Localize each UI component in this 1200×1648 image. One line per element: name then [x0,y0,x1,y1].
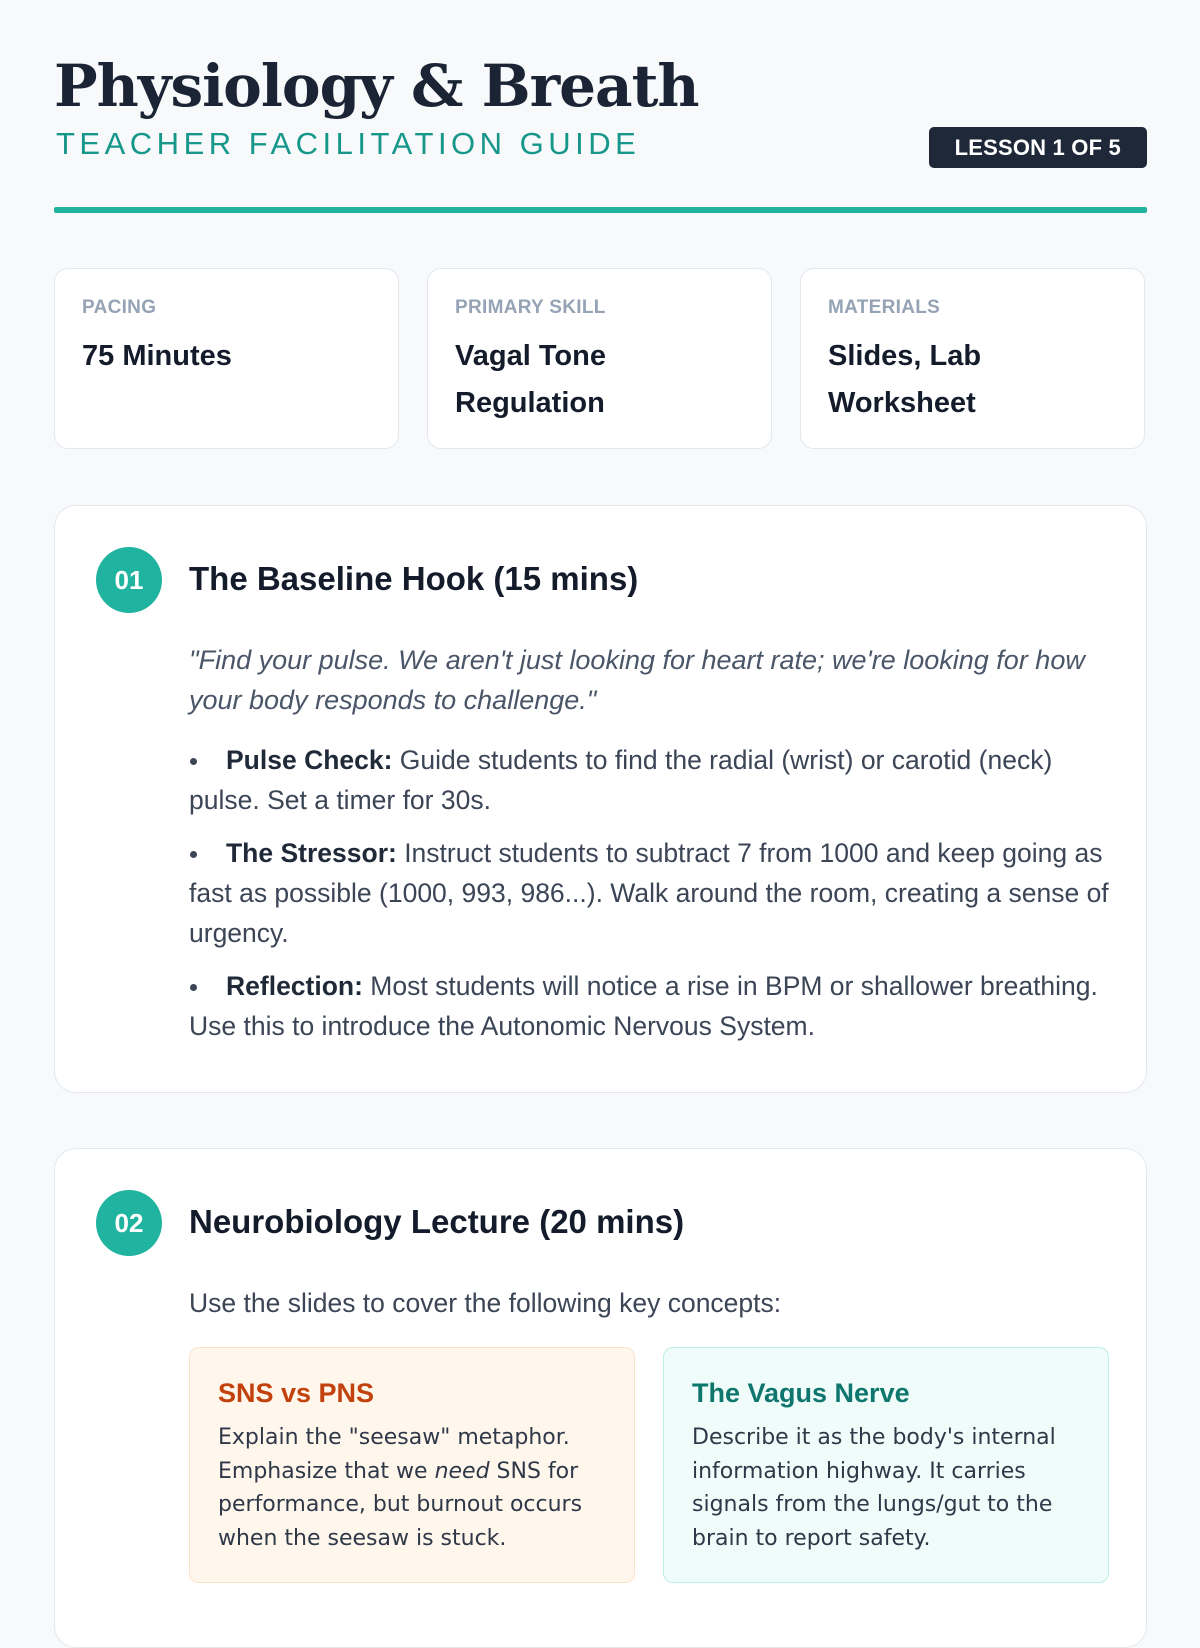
list-item [189,740,1109,820]
section-number-badge: 02 [96,1190,162,1256]
info-label: PRIMARY SKILL [455,297,606,318]
section-body [189,1283,1109,1583]
info-card-primary-skill [427,268,772,449]
concept-text: Describe it as the body's internal information highway. It carries signals from the lungs/gut to the brain to report safety. [692,1425,1056,1551]
concept-emphasis: need [434,1458,490,1484]
info-card-pacing [54,268,399,449]
section-title: The Baseline Hook (15 mins) [189,560,639,597]
section-quote: "Find your pulse. We aren't just looking for heart rate; we're looking for how your body responds to challenge." [189,645,1085,715]
concept-text-part: SNS for performance, but burnout occurs when the seesaw is stuck. [218,1458,583,1551]
header-divider [54,207,1147,213]
section-body [189,640,1109,1059]
bullet-term: The Stressor: [226,838,397,868]
concept-card-vagus-nerve [663,1347,1109,1583]
facilitation-guide-page [54,0,1147,1551]
section-baseline-hook [54,505,1147,1093]
info-value: Vagal Tone Regulation [455,340,606,419]
concept-card-sns-vs-pns [189,1347,635,1583]
bullet-text: Guide students to find the radial (wrist) or carotid (neck) pulse. Set a timer for 30s. [189,745,1053,815]
info-cards [54,268,1145,449]
info-value: Slides, Lab Worksheet [828,340,982,419]
info-label: PACING [82,297,157,318]
section-intro: Use the slides to cover the following key concepts: [189,1288,782,1318]
concept-text-part: Explain the "seesaw" metaphor. Emphasize that we [218,1425,570,1484]
lesson-badge: LESSON 1 OF 5 [929,127,1147,168]
page-header [54,0,1147,215]
page-title: Physiology & Breath [54,52,699,120]
bullet-term: Reflection: [226,971,363,1001]
bullet-list [189,740,1109,1046]
section-neurobiology-lecture [54,1148,1147,1648]
page-subtitle: TEACHER FACILITATION GUIDE [56,126,641,161]
concept-title: SNS vs PNS [218,1378,375,1408]
info-value: 75 Minutes [82,340,232,372]
section-title: Neurobiology Lecture (20 mins) [189,1203,685,1240]
bullet-text: Most students will notice a rise in BPM or shallower breathing. Use this to introduce the Autonomic Nervous System. [189,971,1098,1041]
section-number-badge: 01 [96,547,162,613]
concept-text [218,1421,606,1555]
list-item [189,833,1109,953]
concept-cards [189,1347,1109,1583]
concept-title: The Vagus Nerve [692,1378,910,1408]
info-label: MATERIALS [828,297,941,318]
bullet-term: Pulse Check: [226,745,393,775]
info-card-materials [800,268,1145,449]
bullet-text: Instruct students to subtract 7 from 1000 and keep going as fast as possible (1000, 993, 986...). Walk around the room, creating a sense of urgency. [189,838,1109,948]
list-item [189,966,1109,1046]
